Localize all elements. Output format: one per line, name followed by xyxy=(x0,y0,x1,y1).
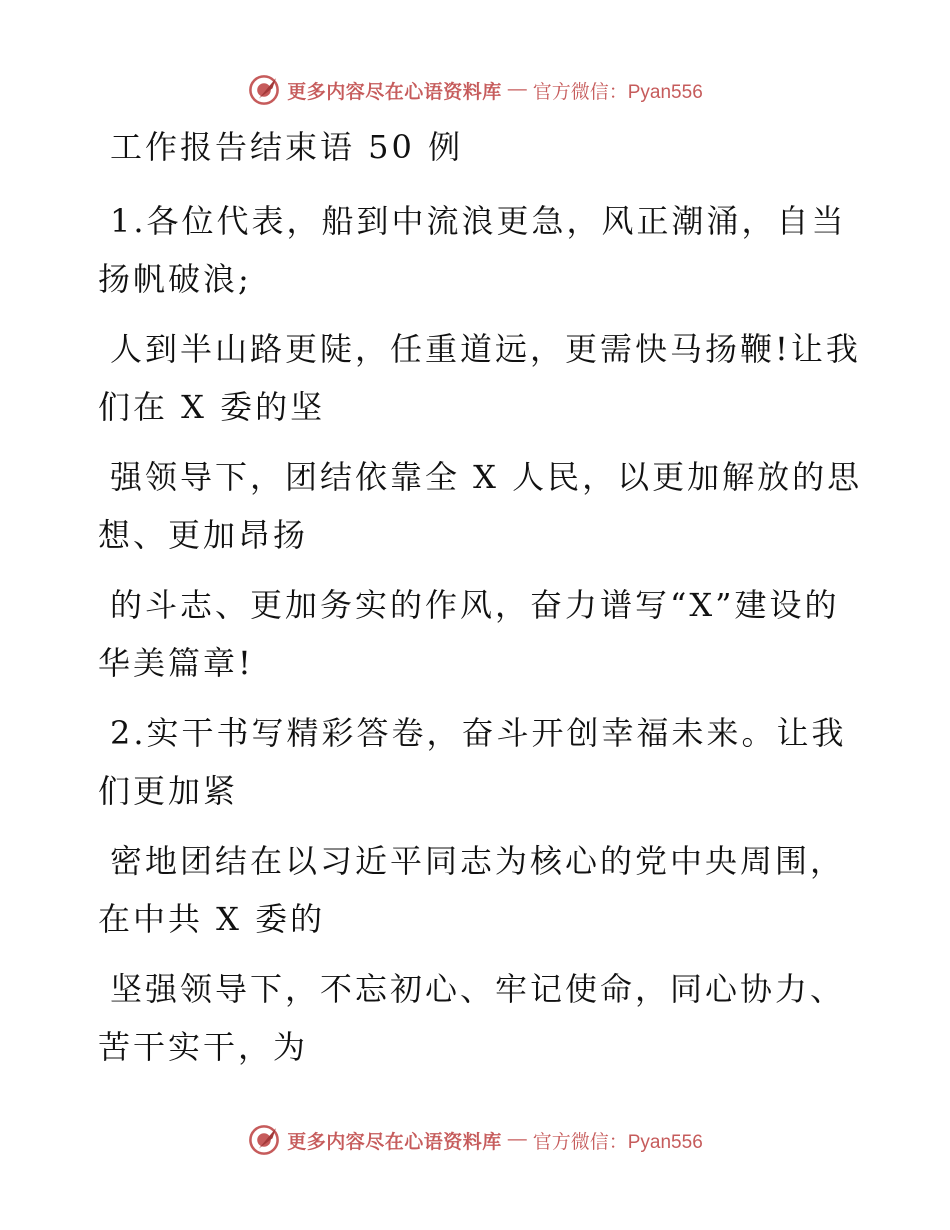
watermark-dash: — xyxy=(507,1129,527,1150)
paragraph-line: 苦干实干，为 xyxy=(98,1028,309,1066)
paragraph xyxy=(98,320,861,436)
paragraph xyxy=(98,960,858,1076)
paragraph xyxy=(98,704,858,820)
paragraph-line: 想、更加昂扬 xyxy=(98,516,309,554)
paragraph xyxy=(98,832,858,948)
paragraph-line: 密地团结在以习近平同志为核心的党中央周围， xyxy=(110,842,846,880)
paragraph-line: 的斗志、更加务实的作风，奋力谱写“X”建设的 xyxy=(110,586,840,624)
paragraph xyxy=(98,192,858,308)
paragraph-line: 扬帆破浪; xyxy=(98,260,252,298)
quill-logo-icon xyxy=(247,1123,281,1157)
paragraph xyxy=(98,576,858,692)
document-title: 工作报告结束语 50 例 xyxy=(110,128,464,166)
watermark-text: 更多内容尽在心语资料库 xyxy=(287,80,502,103)
quill-logo-icon xyxy=(247,73,281,107)
footer-watermark xyxy=(0,1118,950,1162)
document-body xyxy=(98,122,863,1088)
watermark-dash: — xyxy=(507,79,527,100)
paragraph-line: 1.各位代表，船到中流浪更急，风正潮涌，自当 xyxy=(110,202,847,240)
paragraph xyxy=(98,448,863,564)
paragraph-line: 们在 X 委的坚 xyxy=(98,388,326,426)
watermark-text: 更多内容尽在心语资料库 xyxy=(287,1130,502,1153)
paragraph-line: 人到半山路更陡，任重道远，更需快马扬鞭!让我 xyxy=(110,330,861,368)
paragraph-line: 强领导下，团结依靠全 X 人民，以更加解放的思 xyxy=(110,458,863,496)
paragraph-line: 们更加紧 xyxy=(98,772,239,810)
paragraph-line: 在中共 X 委的 xyxy=(98,900,326,938)
watermark-contact: 官方微信：Pyan556 xyxy=(532,81,703,103)
paragraph-line: 华美篇章! xyxy=(98,644,254,682)
paragraph-line: 坚强领导下，不忘初心、牢记使命，同心协力、 xyxy=(110,970,846,1008)
header-watermark xyxy=(0,68,950,112)
paragraph-line: 2.实干书写精彩答卷，奋斗开创幸福未来。让我 xyxy=(110,714,847,752)
watermark-contact: 官方微信：Pyan556 xyxy=(532,1131,703,1153)
